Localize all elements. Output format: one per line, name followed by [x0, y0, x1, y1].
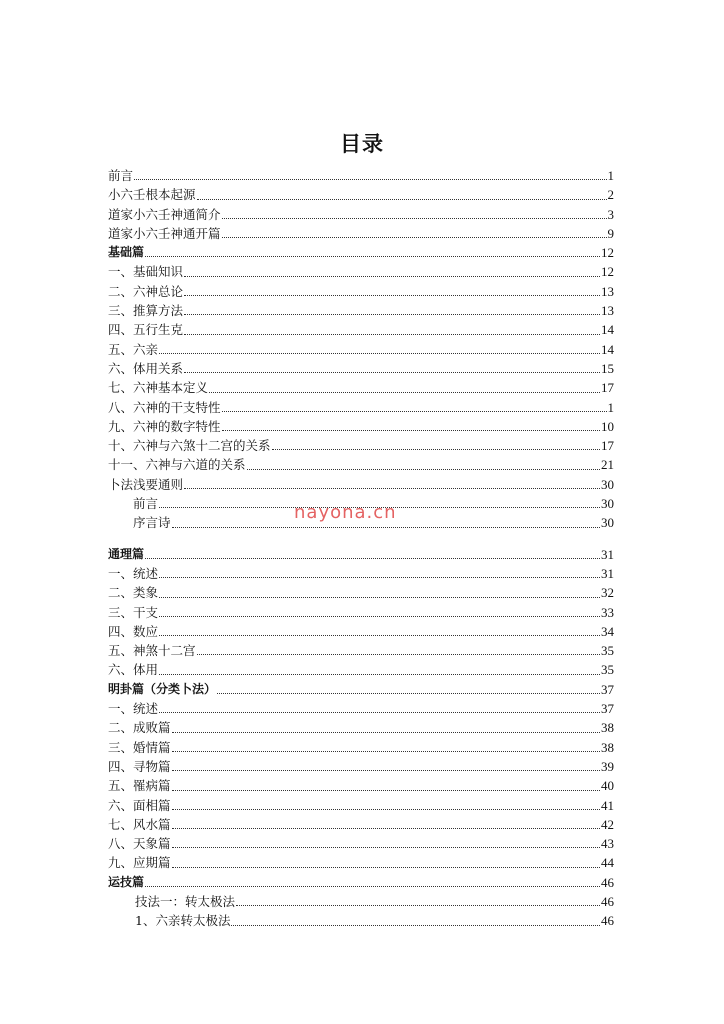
toc-entry[interactable] — [108, 757, 614, 776]
toc-entry-page-number: 40 — [601, 778, 614, 794]
toc-entry-label: 七、六神基本定义 — [108, 380, 209, 396]
dot-leader — [172, 828, 600, 829]
dot-leader — [247, 469, 600, 470]
toc-entry-page-number: 30 — [601, 496, 614, 512]
toc-entry-page-number: 17 — [601, 438, 614, 454]
toc-entry-page-number: 37 — [601, 701, 614, 717]
toc-entry[interactable] — [108, 873, 614, 892]
toc-entry[interactable] — [108, 282, 614, 301]
dot-leader — [134, 179, 606, 180]
toc-entry-page-number: 31 — [601, 565, 614, 581]
toc-entry-page-number: 1 — [607, 168, 614, 183]
dot-leader — [172, 809, 600, 810]
dot-leader — [197, 654, 600, 655]
dot-leader — [159, 353, 600, 354]
toc-entry-page-number: 9 — [607, 225, 614, 241]
toc-entry-page-number: 14 — [601, 341, 614, 357]
toc-entry[interactable] — [108, 699, 614, 718]
toc-entry-label: 道家小六壬神通开篇 — [108, 225, 221, 241]
dot-leader — [184, 334, 600, 335]
dot-leader — [184, 488, 600, 489]
toc-entry-label: 九、六神的数字特性 — [108, 418, 221, 434]
dot-leader — [231, 925, 600, 926]
toc-entry-label: 八、天象篇 — [108, 836, 171, 852]
toc-entry-label: 三、婚情篇 — [108, 739, 171, 755]
toc-entry-page-number: 30 — [601, 515, 614, 531]
dot-leader — [222, 430, 600, 431]
toc-entry-label: 序言诗 — [133, 515, 171, 531]
toc-entry-label: 四、数应 — [108, 623, 159, 639]
toc-entry-label: 一、统述 — [108, 565, 159, 581]
toc-entry-page-number: 41 — [601, 797, 614, 813]
toc-entry-label: 二、类象 — [108, 585, 159, 601]
toc-entry[interactable] — [108, 911, 614, 930]
toc-entry-label: 三、推算方法 — [108, 303, 184, 319]
toc-entry[interactable] — [108, 340, 614, 359]
dot-leader — [159, 674, 600, 675]
toc-entry-label: 前言 — [108, 168, 134, 183]
toc-entry[interactable] — [108, 583, 614, 602]
toc-entry[interactable] — [108, 166, 614, 185]
toc-entry-page-number: 35 — [601, 643, 614, 659]
toc-entry[interactable] — [108, 378, 614, 397]
toc-entry-label: 三、干支 — [108, 604, 159, 620]
toc-entry[interactable] — [108, 853, 614, 872]
dot-leader — [145, 886, 600, 887]
toc-entry-page-number: 1 — [607, 399, 614, 415]
toc-entry[interactable] — [108, 776, 614, 795]
dot-leader — [184, 295, 600, 296]
dot-leader — [209, 392, 600, 393]
toc-entry-page-number: 2 — [607, 187, 614, 203]
toc-entry-page-number: 21 — [601, 457, 614, 473]
dot-leader — [217, 693, 600, 694]
dot-leader — [172, 847, 600, 848]
toc-entry-label: 一、统述 — [108, 701, 159, 717]
toc-entry[interactable] — [108, 564, 614, 583]
dot-leader — [145, 256, 600, 257]
toc-entry-label: 五、神煞十二宫 — [108, 643, 196, 659]
toc-entry[interactable] — [108, 185, 614, 204]
toc-entry-label: 技法一：转太极法 — [135, 893, 236, 909]
toc-entry[interactable] — [108, 455, 614, 474]
dot-leader — [197, 199, 607, 200]
toc-entry-page-number: 12 — [601, 245, 614, 261]
dot-leader — [236, 905, 600, 906]
toc-entry-page-number: 37 — [601, 681, 614, 697]
toc-entry-label: 前言 — [133, 496, 159, 512]
dot-leader — [172, 770, 600, 771]
dot-leader — [172, 732, 600, 733]
toc-entry[interactable] — [108, 603, 614, 622]
toc-entry[interactable] — [108, 622, 614, 641]
dot-leader — [172, 527, 600, 528]
toc-entry[interactable] — [108, 738, 614, 757]
toc-entry-label: 道家小六壬神通简介 — [108, 206, 221, 222]
toc-entry-page-number: 15 — [601, 360, 614, 376]
toc-entry-label: 明卦篇（分类卜法） — [108, 681, 217, 696]
page-title: 目录 — [340, 132, 384, 156]
toc-entry[interactable] — [108, 417, 614, 436]
toc-entry-label: 十、六神与六煞十二宫的关系 — [108, 438, 271, 454]
dot-leader — [159, 635, 600, 636]
toc-entry-page-number: 39 — [601, 758, 614, 774]
toc-entry-label: 六、体用关系 — [108, 360, 184, 376]
toc-entry-label: 小六壬根本起源 — [108, 187, 196, 203]
toc-entry[interactable] — [108, 892, 614, 911]
toc-entry-page-number: 35 — [601, 662, 614, 678]
toc-entry-label: 二、成败篇 — [108, 720, 171, 736]
toc-entry[interactable] — [108, 545, 614, 564]
toc-entry-page-number: 44 — [601, 855, 614, 871]
toc-entry-label: 运技篇 — [108, 874, 145, 889]
toc-entry-page-number: 42 — [601, 816, 614, 832]
watermark: nayona.cn — [294, 502, 397, 523]
dot-leader — [184, 372, 600, 373]
dot-leader — [172, 867, 600, 868]
toc-entry-label: 六、体用 — [108, 662, 159, 678]
dot-leader — [222, 237, 607, 238]
toc-entry[interactable] — [108, 359, 614, 378]
toc-entry[interactable] — [108, 205, 614, 224]
toc-entry-page-number: 10 — [601, 418, 614, 434]
toc-entry-page-number: 38 — [601, 739, 614, 755]
toc-entry[interactable] — [108, 796, 614, 815]
dot-leader — [159, 597, 600, 598]
toc-entry[interactable] — [108, 641, 614, 660]
toc-entry-label: 七、风水篇 — [108, 816, 171, 832]
toc-entry-label: 二、六神总论 — [108, 283, 184, 299]
toc-entry-label: 五、罹病篇 — [108, 778, 171, 794]
toc-entry-label: 通理篇 — [108, 546, 145, 561]
toc-entry-page-number: 34 — [601, 623, 614, 639]
dot-leader — [184, 314, 600, 315]
toc-entry[interactable] — [108, 815, 614, 834]
toc-entry[interactable] — [108, 718, 614, 737]
toc-entry-page-number: 31 — [601, 546, 614, 562]
toc-entry-page-number: 33 — [601, 604, 614, 620]
dot-leader — [172, 790, 600, 791]
toc-entry[interactable] — [108, 436, 614, 455]
toc-entry-label: 九、应期篇 — [108, 855, 171, 871]
toc-entry-page-number: 30 — [601, 476, 614, 492]
toc-entry[interactable] — [108, 475, 614, 494]
toc-entry-label: 基础篇 — [108, 245, 145, 260]
toc-entry[interactable] — [108, 660, 614, 679]
dot-leader — [159, 616, 600, 617]
toc-entry-page-number: 13 — [601, 303, 614, 319]
toc-entry[interactable] — [108, 834, 614, 853]
toc-entry-label: 卜法浅要通则 — [108, 476, 184, 492]
toc-entry-label: 六、面相篇 — [108, 797, 171, 813]
toc-entry-label: 五、六亲 — [108, 341, 159, 357]
toc-entry-page-number: 3 — [607, 206, 614, 222]
toc-entry-label: 八、六神的干支特性 — [108, 399, 221, 415]
dot-leader — [172, 751, 600, 752]
table-of-contents — [108, 166, 614, 931]
toc-entry-page-number: 46 — [601, 913, 614, 929]
toc-entry[interactable] — [108, 398, 614, 417]
toc-entry[interactable] — [108, 224, 614, 243]
toc-entry-label: 1、六亲转太极法 — [135, 913, 231, 929]
dot-leader — [145, 558, 600, 559]
dot-leader — [184, 276, 600, 277]
toc-entry-page-number: 46 — [601, 893, 614, 909]
toc-entry-label: 十一、六神与六道的关系 — [108, 457, 246, 473]
toc-entry[interactable] — [108, 320, 614, 339]
toc-entry-page-number: 43 — [601, 836, 614, 852]
toc-entry-page-number: 38 — [601, 720, 614, 736]
toc-entry-page-number: 13 — [601, 283, 614, 299]
toc-entry[interactable] — [108, 262, 614, 281]
toc-entry-page-number: 32 — [601, 585, 614, 601]
toc-entry-label: 四、寻物篇 — [108, 758, 171, 774]
dot-leader — [159, 712, 600, 713]
dot-leader — [222, 218, 607, 219]
toc-entry[interactable] — [108, 680, 614, 699]
toc-entry-page-number: 12 — [601, 264, 614, 280]
toc-entry-label: 一、基础知识 — [108, 264, 184, 280]
dot-leader — [222, 411, 607, 412]
toc-entry-page-number: 46 — [601, 874, 614, 890]
toc-entry[interactable] — [108, 243, 614, 262]
toc-entry-page-number: 17 — [601, 380, 614, 396]
dot-leader — [272, 449, 600, 450]
toc-entry-label: 四、五行生克 — [108, 322, 184, 338]
toc-entry[interactable] — [108, 301, 614, 320]
toc-entry-page-number: 14 — [601, 322, 614, 338]
dot-leader — [159, 577, 600, 578]
